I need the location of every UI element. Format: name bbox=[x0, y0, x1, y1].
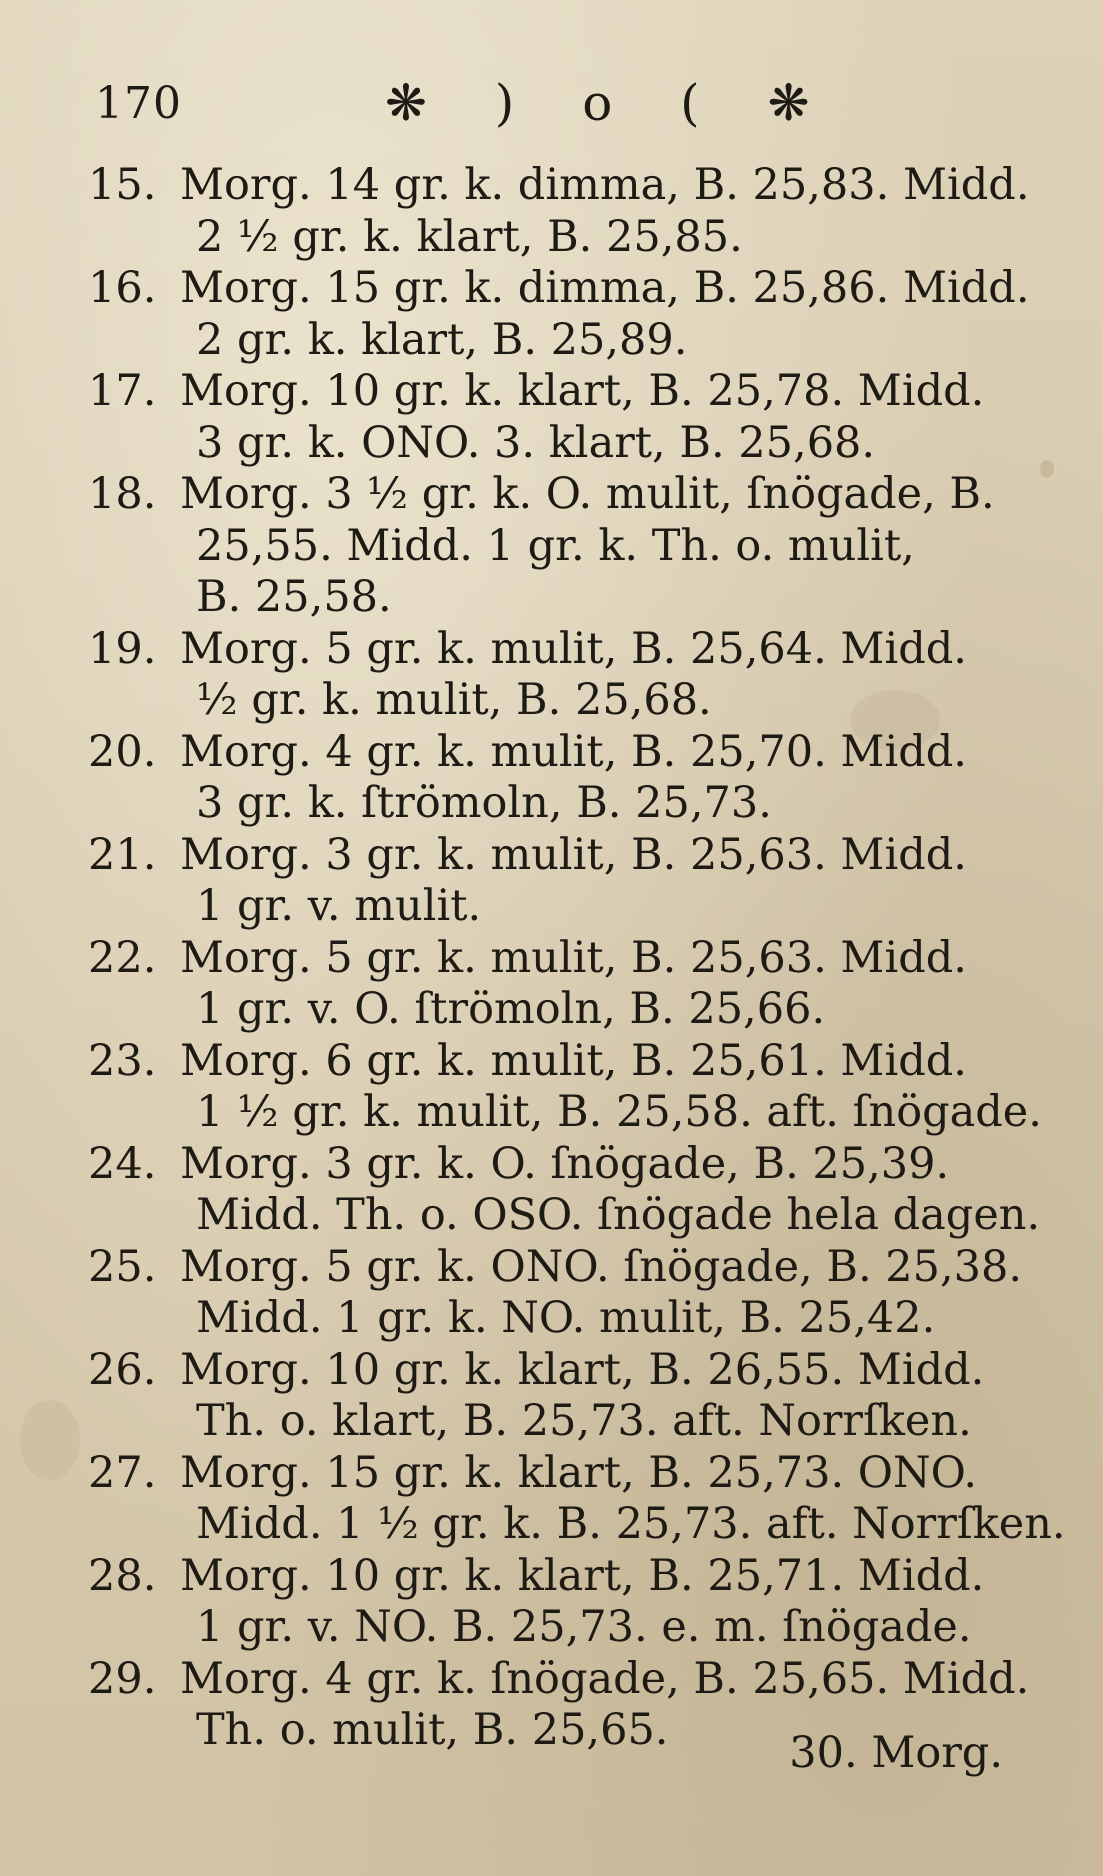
entry-text: Morg. 14 gr. k. dimma, B. 25,83. Midd. bbox=[180, 160, 1030, 210]
entry-line bbox=[88, 1345, 1018, 1397]
page-number: 170 bbox=[95, 78, 182, 129]
entry-text: 1 gr. v. O. ſtrömoln, B. 25,66. bbox=[196, 984, 826, 1034]
day-number: 22. bbox=[88, 932, 157, 983]
entry-text: 1 gr. v. mulit. bbox=[196, 881, 482, 931]
entry-line bbox=[88, 778, 1018, 830]
entry-text: 2 ½ gr. k. klart, B. 25,85. bbox=[196, 211, 743, 262]
paper-stain bbox=[20, 1400, 80, 1480]
day-number: 18. bbox=[88, 469, 157, 519]
entry-text: Morg. 3 gr. k. O. ſnögade, B. 25,39. bbox=[180, 1138, 950, 1189]
entry-text: Morg. 3 gr. k. mulit, B. 25,63. Midd. bbox=[180, 829, 967, 880]
entry-text: Morg. 5 gr. k. mulit, B. 25,64. Midd. bbox=[180, 623, 967, 674]
log-entry bbox=[88, 830, 1018, 933]
catchword: 30. Morg. bbox=[789, 1728, 1003, 1778]
entry-line bbox=[88, 1190, 1041, 1242]
weather-log bbox=[88, 160, 1066, 1757]
entry-text: Morg. 15 gr. k. klart, B. 25,73. ONO. bbox=[180, 1447, 978, 1498]
entry-text: 2 gr. k. klart, B. 25,89. bbox=[196, 314, 688, 365]
entry-line bbox=[88, 160, 1030, 212]
entry-line bbox=[88, 418, 1018, 470]
entry-line bbox=[88, 933, 1018, 985]
entry-text: Morg. 15 gr. k. dimma, B. 25,86. Midd. bbox=[180, 263, 1030, 313]
day-number: 24. bbox=[88, 1138, 157, 1189]
log-entry bbox=[88, 1241, 1023, 1345]
entry-line bbox=[88, 830, 1018, 882]
entry-text: Morg. 10 gr. k. klart, B. 26,55. Midd. bbox=[180, 1344, 985, 1395]
entry-text: Midd. Th. o. OSO. ſnögade hela dagen. bbox=[196, 1190, 1041, 1240]
day-number: 27. bbox=[88, 1447, 157, 1498]
header-ornament: ❋ ) o ( ❋ bbox=[385, 74, 836, 132]
log-entry bbox=[88, 1345, 1018, 1448]
entry-line bbox=[88, 1602, 1018, 1654]
entry-line bbox=[88, 881, 1018, 933]
entry-line bbox=[88, 1241, 1023, 1294]
log-entry bbox=[88, 469, 1018, 624]
entry-line bbox=[88, 624, 1018, 676]
day-number: 15. bbox=[88, 160, 157, 210]
entry-line bbox=[88, 572, 1018, 624]
entry-text: ½ gr. k. mulit, B. 25,68. bbox=[196, 675, 712, 725]
log-entry bbox=[88, 160, 1030, 263]
entry-line bbox=[88, 366, 1018, 418]
day-number: 20. bbox=[88, 726, 157, 777]
log-entry bbox=[88, 624, 1018, 727]
entry-text: Morg. 5 gr. k. mulit, B. 25,63. Midd. bbox=[180, 932, 967, 983]
log-entry bbox=[88, 933, 1018, 1036]
paper-stain bbox=[1040, 460, 1054, 478]
entry-line bbox=[88, 984, 1018, 1036]
entry-line bbox=[88, 263, 1030, 315]
entry-text: Morg. 4 gr. k. mulit, B. 25,70. Midd. bbox=[180, 726, 967, 777]
entry-line bbox=[88, 1087, 1042, 1139]
entry-text: Morg. 3 ½ gr. k. O. mulit, ſnögade, B. bbox=[180, 469, 995, 519]
entry-text: Midd. 1 ½ gr. k. B. 25,73. aft. Norrſken. bbox=[196, 1499, 1066, 1549]
entry-line bbox=[88, 1551, 1018, 1603]
entry-line bbox=[88, 727, 1018, 779]
page-header bbox=[95, 74, 995, 148]
entry-line bbox=[88, 521, 1018, 573]
day-number: 21. bbox=[88, 829, 157, 880]
entry-text: Morg. 10 gr. k. klart, B. 25,71. Midd. bbox=[180, 1550, 985, 1601]
day-number: 29. bbox=[88, 1653, 157, 1704]
entry-line bbox=[88, 675, 1018, 727]
log-entry bbox=[88, 727, 1018, 830]
log-entry bbox=[88, 1138, 1041, 1242]
log-entry bbox=[88, 1551, 1018, 1654]
entry-text: 1 gr. v. NO. B. 25,73. e. m. ſnögade. bbox=[196, 1602, 972, 1652]
entry-line bbox=[88, 315, 1018, 367]
day-number: 16. bbox=[88, 263, 157, 313]
entry-line bbox=[88, 1036, 1018, 1088]
entry-text: Midd. 1 gr. k. NO. mulit, B. 25,42. bbox=[196, 1293, 936, 1343]
entry-text: Morg. 4 gr. k. ſnögade, B. 25,65. Midd. bbox=[180, 1653, 1030, 1704]
entry-line bbox=[88, 1499, 1066, 1551]
entry-line bbox=[88, 1448, 1018, 1500]
day-number: 17. bbox=[88, 366, 157, 416]
entry-line bbox=[88, 1396, 1018, 1448]
entry-text: B. 25,58. bbox=[196, 572, 392, 622]
entry-text: 3 gr. k. ONO. 3. klart, B. 25,68. bbox=[196, 417, 876, 468]
entry-line bbox=[88, 1653, 1030, 1706]
entry-text: Th. o. klart, B. 25,73. aft. Norrſken. bbox=[196, 1396, 972, 1446]
day-number: 26. bbox=[88, 1344, 157, 1395]
day-number: 25. bbox=[88, 1241, 157, 1292]
log-entry bbox=[88, 366, 1018, 469]
entry-text: Morg. 10 gr. k. klart, B. 25,78. Midd. bbox=[180, 366, 985, 416]
entry-line bbox=[88, 1293, 1018, 1345]
entry-text: Morg. 5 gr. k. ONO. ſnögade, B. 25,38. bbox=[180, 1241, 1023, 1292]
entry-text: Th. o. mulit, B. 25,65. bbox=[196, 1705, 669, 1755]
log-entry bbox=[88, 1447, 1066, 1551]
entry-text: 1 ½ gr. k. mulit, B. 25,58. aft. ſnögade. bbox=[196, 1087, 1042, 1137]
day-number: 23. bbox=[88, 1035, 157, 1086]
entry-line bbox=[88, 1139, 1018, 1191]
entry-text: Morg. 6 gr. k. mulit, B. 25,61. Midd. bbox=[180, 1035, 967, 1086]
entry-line bbox=[88, 212, 1018, 264]
day-number: 28. bbox=[88, 1550, 157, 1601]
entry-line bbox=[88, 469, 1018, 521]
entry-text: 3 gr. k. ſtrömoln, B. 25,73. bbox=[196, 778, 772, 828]
log-entry bbox=[88, 263, 1030, 366]
entry-text: 25,55. Midd. 1 gr. k. Th. o. mulit, bbox=[196, 520, 915, 571]
day-number: 19. bbox=[88, 623, 157, 674]
log-entry bbox=[88, 1035, 1042, 1139]
